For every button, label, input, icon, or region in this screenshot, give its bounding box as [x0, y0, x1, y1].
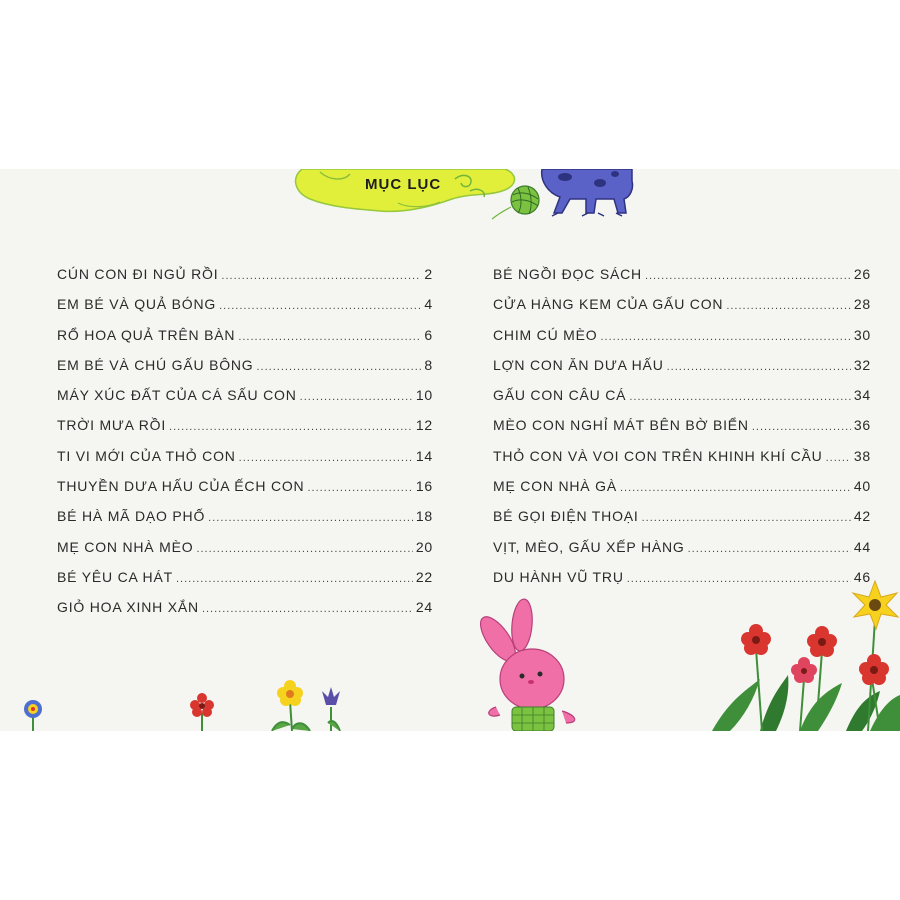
toc-leader-dots — [667, 361, 851, 373]
toc-entry-page: 40 — [853, 478, 871, 495]
toc-leader-dots — [238, 331, 421, 343]
toc-leader-dots — [239, 452, 413, 464]
toc-entry[interactable] — [493, 266, 871, 296]
toc-entry-title: BÉ HÀ MÃ DẠO PHỐ — [57, 508, 206, 525]
toc-entry-title: RỔ HOA QUẢ TRÊN BÀN — [57, 326, 236, 343]
toc-entry-title: TI VI MỚI CỦA THỎ CON — [57, 447, 236, 464]
toc-leader-dots — [752, 421, 851, 433]
toc-leader-dots — [600, 331, 850, 343]
toc-entry-title: BÉ NGỒI ĐỌC SÁCH — [493, 266, 642, 282]
toc-entry-title: MẸ CON NHÀ MÈO — [57, 538, 194, 555]
toc-leader-dots — [307, 482, 412, 494]
toc-entry-title: GIỎ HOA XINH XẮN — [57, 599, 199, 616]
flower-icon — [807, 626, 837, 657]
toc-leader-dots — [726, 300, 851, 312]
page-title: MỤC LỤC — [365, 176, 442, 193]
toc-entry-title: THUYỀN DƯA HẤU CỦA ẾCH CON — [57, 478, 305, 495]
toc-leader-dots — [196, 543, 412, 555]
toc-entry-page: 30 — [853, 326, 871, 343]
toc-entry-page: 20 — [415, 538, 433, 555]
toc-entry-title: BÉ GỌI ĐIỆN THOẠI — [493, 508, 639, 525]
toc-entry[interactable] — [57, 296, 433, 326]
toc-leader-dots — [257, 361, 422, 373]
toc-entry-title: VỊT, MÈO, GẤU XẾP HÀNG — [493, 538, 685, 555]
toc-entry-page: 16 — [415, 478, 433, 495]
toc-leader-dots — [300, 391, 413, 403]
toc-entry-title: CÚN CON ĐI NGỦ RỒI — [57, 266, 219, 282]
flower-icon — [859, 654, 889, 685]
toc-entry[interactable] — [493, 508, 871, 538]
toc-right-column — [493, 266, 871, 599]
flower-icon — [322, 687, 340, 731]
toc-entry[interactable] — [57, 539, 433, 569]
flower-icon — [853, 581, 898, 629]
toc-entry[interactable] — [57, 478, 433, 508]
toc-entry-page: 24 — [415, 599, 433, 616]
toc-entry[interactable] — [57, 417, 433, 447]
toc-leader-dots — [645, 270, 851, 282]
toc-entry[interactable] — [57, 266, 433, 296]
toc-leader-dots — [208, 512, 413, 524]
toc-entry[interactable] — [57, 327, 433, 357]
flower-icon — [741, 624, 771, 655]
toc-entry-title: MẸ CON NHÀ GÀ — [493, 478, 617, 495]
toc-entry-title: TRỜI MƯA RỒI — [57, 417, 167, 434]
toc-entry[interactable] — [493, 417, 871, 447]
toc-entry-page: 18 — [415, 508, 433, 525]
toc-entry-page: 28 — [853, 296, 871, 313]
bottom-decorations — [0, 579, 900, 731]
toc-entry-title: MÈO CON NGHỈ MÁT BÊN BỜ BIỂN — [493, 417, 749, 434]
toc-entry-page: 10 — [415, 387, 433, 404]
toc-leader-dots — [221, 270, 421, 282]
toc-entry-page: 2 — [424, 266, 433, 282]
toc-leader-dots — [620, 482, 851, 494]
toc-entry[interactable] — [57, 508, 433, 538]
toc-leader-dots — [219, 300, 421, 312]
toc-entry[interactable] — [493, 539, 871, 569]
toc-entry-title: CỬA HÀNG KEM CỦA GẤU CON — [493, 296, 724, 313]
toc-entry[interactable] — [493, 357, 871, 387]
toc-entry-title: EM BÉ VÀ QUẢ BÓNG — [57, 296, 217, 313]
toc-leader-dots — [688, 543, 851, 555]
pink-rabbit-illustration — [474, 598, 575, 731]
toc-leader-dots — [642, 512, 851, 524]
toc-entry-page: 32 — [853, 356, 871, 373]
toc-entry[interactable] — [493, 327, 871, 357]
toc-entry-page: 46 — [853, 568, 871, 585]
flower-icon — [272, 680, 310, 731]
toc-entry-page: 42 — [853, 508, 871, 525]
toc-entry-page: 4 — [424, 296, 433, 313]
flower-icon — [190, 693, 214, 731]
toc-page — [0, 169, 900, 731]
toc-entry-page: 12 — [415, 417, 433, 434]
toc-entry[interactable] — [493, 296, 871, 326]
blue-creature-illustration — [542, 169, 633, 216]
toc-entry[interactable] — [493, 387, 871, 417]
toc-left-column — [57, 266, 433, 630]
toc-entry[interactable] — [493, 448, 871, 478]
toc-entry[interactable] — [493, 478, 871, 508]
toc-entry-page: 44 — [853, 538, 871, 555]
toc-entry-title: LỢN CON ĂN DƯA HẤU — [493, 356, 664, 373]
toc-entry-page: 34 — [853, 387, 871, 404]
toc-entry-page: 38 — [853, 447, 871, 464]
toc-entry-page: 8 — [424, 356, 433, 373]
toc-entry[interactable] — [57, 357, 433, 387]
toc-leader-dots — [169, 421, 413, 433]
toc-entry-page: 22 — [415, 568, 433, 585]
toc-entry[interactable] — [57, 387, 433, 417]
flower-icon — [791, 657, 817, 683]
toc-entry-title: DU HÀNH VŨ TRỤ — [493, 568, 624, 585]
toc-entry-title: MÁY XÚC ĐẤT CỦA CÁ SẤU CON — [57, 387, 297, 404]
flower-icon — [24, 700, 42, 731]
toc-leader-dots — [629, 391, 850, 403]
toc-entry-title: EM BÉ VÀ CHÚ GẤU BÔNG — [57, 356, 254, 373]
toc-entry-title: CHIM CÚ MÈO — [493, 326, 598, 343]
toc-entry-page: 36 — [853, 417, 871, 434]
toc-entry-title: GẤU CON CÂU CÁ — [493, 387, 627, 404]
toc-entry-page: 6 — [424, 326, 433, 343]
toc-entry-title: THỎ CON VÀ VOI CON TRÊN KHINH KHÍ CẦU — [493, 447, 823, 464]
toc-entry[interactable] — [57, 448, 433, 478]
title-banner — [0, 169, 900, 229]
toc-entry-page: 14 — [415, 447, 433, 464]
toc-entry-title: BÉ YÊU CA HÁT — [57, 568, 173, 585]
toc-leader-dots — [826, 452, 851, 464]
toc-entry-page: 26 — [853, 266, 871, 282]
